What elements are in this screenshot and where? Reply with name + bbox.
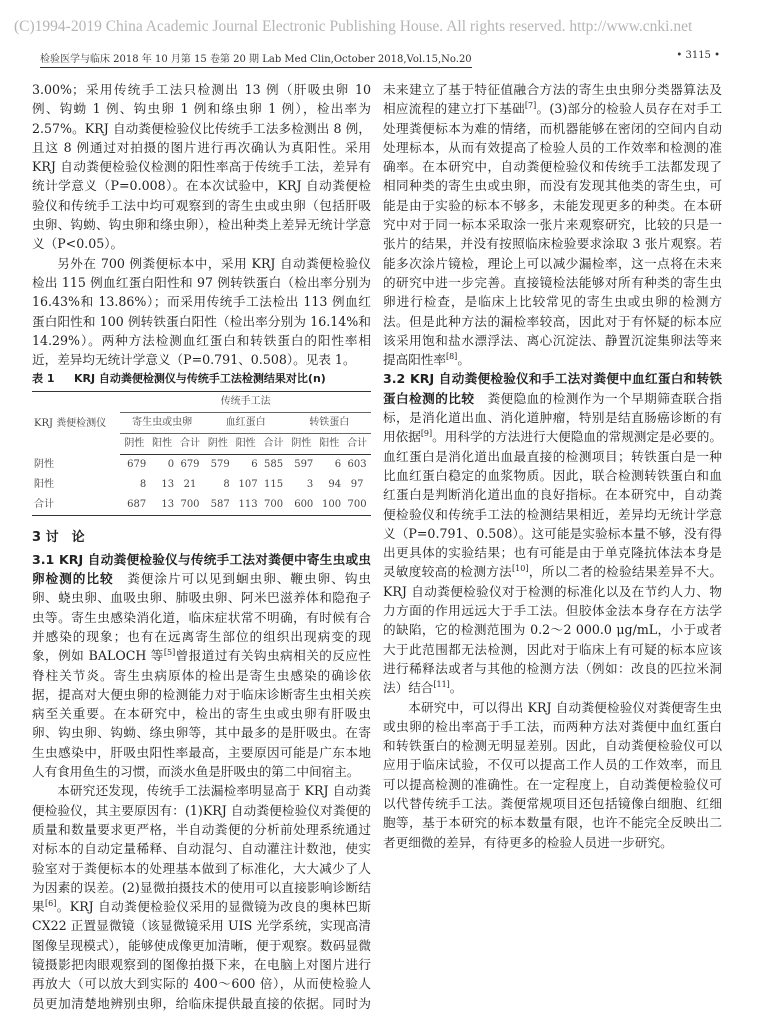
column-header: 阳性 (148, 434, 176, 455)
citation-ref[interactable]: [6] (45, 899, 57, 909)
paragraph (383, 369, 722, 697)
table-cell: 107 (238, 479, 258, 491)
paragraph-text: 粪便隐血的检测作为一个早期筛查联合指标，是消化道出血、消化道肿瘤，特别是结直肠癌诊断的有用依据 (383, 390, 723, 445)
paragraph-text: 本研究中，可以得出 KRJ 自动粪便检验仪对粪便寄生虫或虫卵的检出率高于手工法，而两种方法对粪便中血红蛋白和转铁蛋白的检测无明显差别。因此，自动粪便检验仪可以应用于临床试验，不仅可以提高工作人员的工作效率，而且可以提高检测的准确性。在一定程度上，自动粪便检验仪可以代替传统手工法。粪便常规项目还包括镜像白细胞、红细胞等，基于本研究的标本数量有限，也许不能完全反映出二者更细微的差异，有待更多的检验人员进一步研究。 (383, 699, 722, 850)
table-cell: 13 (148, 495, 176, 516)
table-cell: 100 (315, 495, 343, 516)
paragraph-text: 3.00%；采用传统手工法只检测出 13 例（肝吸虫卵 10 例、钩蚴 1 例、钩虫卵 1 例和绦虫卵 1 例），检出率为 2.57%。KRJ 自动粪便检验仪比传统手工法多检测出 8 例，且这 8 例通过对拍摄的图片进行再次确认为真阳性。采用 KRJ 自动粪便检验仪检测的阳性率高于传统手工法，差异有统计学意义（P=0.008）。在本次试验中，KRJ 自动粪便检验仪和传统手工法中均可观察到的寄生虫或虫卵（包括肝吸虫卵、钩蚴、钩虫卵和绦虫卵），检出种类上差异无统计学意义（P<0.05）。 (32, 82, 371, 252)
column-header: 合计 (260, 434, 288, 455)
paragraph-text: 。KRJ 自动粪便检验仪采用的显微镜为改良的奥林巴斯 CX22 正置显微镜（该显微镜采用 UIS 光学系统，实现高清图像呈现模式），能够使成像更加清晰，便于观察。数码显微镜摄影把肉眼观察到的图像拍摄下来，在电脑上对图片进行再放大（可以放大到实际的 400～600 倍），从而使检验人员更加清楚地辨别虫卵，给临床提供最直接的依据。同时为未来建立了基于特征值融合方法的寄生虫虫卵分类器算法及相应流程的建立打下基础 (32, 82, 722, 1011)
table-cell: 597 (294, 459, 314, 471)
table-cell: 13 (161, 479, 175, 491)
table-cell: 8 (139, 479, 147, 491)
paragraph (32, 550, 371, 782)
column-header: 阳性 (315, 434, 343, 455)
paragraph (32, 254, 371, 370)
table-cell: 6 (334, 459, 342, 471)
citation-ref[interactable]: [11] (433, 680, 450, 690)
paragraph-text: 。 (457, 352, 470, 368)
table-number: 表 1 (32, 372, 55, 386)
paragraph (32, 80, 371, 254)
row-label: 阴性 (34, 459, 54, 471)
table-cell: 603 (347, 459, 367, 471)
table-cell: 700 (343, 495, 371, 516)
paragraph-text: 。用科学的方法进行大便隐血的常规测定是必要的。血红蛋白是消化道出血最直接的检测项目；转铁蛋白是一种比血红蛋白稳定的血浆物质。因此，联合检测转铁蛋白和血红蛋白是判断消化道出血的良好指标。在本研究中，自动粪便检验仪和传统手工法的检测结果相近，差异均无统计学意义（P=0.791、0.508）。这可能是实验标本量不够，没有得出更具体的实验结果；也有可能是由于单克隆抗体法本身是灵敏度较高的检测方法 (383, 429, 723, 580)
table-cell: 3 (306, 479, 314, 491)
table-cell: 587 (204, 495, 232, 516)
table-cell: 600 (287, 495, 315, 516)
table-cell: 97 (350, 479, 364, 491)
table-title: KRJ 自动粪便检测仪与传统手工法检测结果对比(n) (74, 372, 326, 386)
column-group: 寄生虫或虫卵 (120, 413, 204, 434)
running-header (40, 50, 720, 68)
copyright-watermark: (C)1994-2019 China Academic Journal Electronic Publishing House. All rights reserved. http://www.cnki.net (14, 18, 693, 35)
journal-citation: 检验医学与临床 2018 年 10 月第 15 卷第 20 期 Lab Med Clin,October 2018,Vol.15,No.20 (40, 50, 472, 68)
row-header: KRJ 粪便检测仪 (32, 392, 120, 455)
article-body (32, 80, 722, 1015)
page-number: • 3115 • (676, 50, 720, 61)
citation-ref[interactable]: [5] (163, 648, 176, 658)
citation-ref[interactable]: [9] (420, 429, 433, 439)
results-table (32, 391, 371, 516)
subsection-heading: 3.1 KRJ 自动粪便检验仪与传统手工法对粪便中寄生虫或虫卵检测的比较 (32, 551, 371, 587)
table-cell: 585 (263, 459, 284, 471)
table-cell: 8 (223, 479, 230, 491)
row-label: 合计 (32, 495, 120, 516)
subsection-heading: 3.2 KRJ 自动粪便检验仪和手工法对粪便中血红蛋白和转铁蛋白检测的比较 (383, 371, 722, 406)
column-header: 阴性 (120, 434, 148, 455)
table-caption (32, 371, 371, 387)
column-header: 合计 (343, 434, 371, 455)
paragraph-text: 本研究还发现，传统手工法漏检率明显高于 KRJ 自动粪便检验仪，其主要原因有：(1)KRJ 自动粪便检验仪对粪便的质量和数量要求更严格，半自动粪便的分析前处理系统通过对标本的自动定量稀释、自动混匀、自动灌注计数池，使实验室对于粪便标本的处理基本做到了标准化，大大减少了人为因素的误差。(2)显微拍摄技术的使用可以直接影响诊断结果 (32, 783, 371, 915)
column-header: 阳性 (232, 434, 260, 455)
table-cell: 687 (120, 495, 148, 516)
table-cell: 113 (232, 495, 260, 516)
table-cell: 6 (251, 459, 258, 471)
table-cell: 679 (127, 459, 147, 471)
column-header: 阴性 (204, 434, 232, 455)
column-header: 合计 (176, 434, 204, 455)
table-cell: 94 (328, 479, 342, 491)
table-cell: 579 (210, 459, 230, 471)
paragraph-text: 曾报道过有关钩虫病相关的反应性脊柱关节炎。寄生虫病原体的检出是寄生虫感染的确诊依据，提高对大便虫卵的检测能力对于临床诊断寄生虫相关疾病至关重要。在本研究中，检出的寄生虫或虫卵有肝吸虫卵、钩虫卵、钩蚴、绦虫卵等，其中最多的是肝吸虫。在寄生虫感染中，肝吸虫阳性率最高，主要原因可能是广东本地人有食用鱼生的习惯，而淡水鱼是肝吸虫的第二中间宿主。 (32, 648, 372, 780)
table-cell: 700 (260, 495, 288, 516)
results-text (32, 80, 371, 369)
column-group: 血红蛋白 (204, 413, 288, 434)
table-row (32, 495, 371, 516)
paragraph-text: 。 (449, 680, 463, 696)
citation-ref[interactable]: [10] (512, 564, 529, 574)
section-heading: 3 讨 论 (32, 530, 85, 546)
citation-ref[interactable]: [8] (445, 352, 458, 362)
paragraph (383, 698, 722, 852)
paragraph-text: ，所以二者的检验结果差异不大。KRJ 自动粪便检验仪对于检测的标准化以及在节约人力、物力方面的作用远远大于手工法。但胶体金法本身存在方法学的缺陷，它的检测范围为 0.2～2 000.0 μg/mL，小于或者大于此范围都无法检测，因此对于临床上有可疑的标本应该进行稀释法或者与其他的检测方法（例如：改良的匹拉米洞法）结合 (383, 564, 723, 696)
table-row (32, 455, 371, 476)
paragraph-text: 粪便涂片可以见到蛔虫卵、鞭虫卵、钩虫卵、蛲虫卵、血吸虫卵、肺吸虫卵、阿米巴滋养体和隐孢子虫等。寄生虫感染消化道，临床症状常不明确，有时候有合并感染的现象；也有在远离寄生部位的组织出现病变的现象，例如 BALOCH 等 (32, 571, 372, 664)
table-row (32, 475, 371, 495)
table-cell: 679 (180, 459, 200, 471)
citation-ref[interactable]: [7] (524, 101, 537, 111)
table-cell: 21 (183, 479, 197, 491)
table-cell: 0 (167, 459, 175, 471)
table-cell: 700 (176, 495, 204, 516)
row-label: 阳性 (34, 479, 54, 491)
group-header: 传统手工法 (120, 392, 371, 413)
paragraph-text: 。(3)部分的检验人员存在对手工处理粪便标本为难的情绪，而机器能够在密闭的空间内自动处理标本，从而有效提高了检验人员的工作效率和检测的准确率。在本研究中，自动粪便检验仪和传统手工法都发现了相同种类的寄生虫或虫卵，而没有发现其他类的寄生虫，可能是由于实验的标本不够多，未能发现更多的种类。在本研究中对于同一标本采取涂一张片来观察研究，比较的只是一张片的结果，并没有按照临床检验要求涂取 3 张片观察。若能多次涂片镜检，理论上可以减少漏检率，这一点将在未来的研究中进一步完善。直接镜检法能够对所有种类的寄生虫卵进行检查，是临床上比较常见的寄生虫或虫卵的检测方法。但是此种方法的漏检率较高，因此对于有怀疑的标本应该采用饱和盐水漂浮法、离心沉淀法、静置沉淀集卵法等来提高阳性率 (383, 101, 722, 368)
column-header: 阴性 (287, 434, 315, 455)
table-cell: 115 (263, 479, 284, 491)
paragraph-text: 另外在 700 例粪便标本中，采用 KRJ 自动粪便检验仪检出 115 例血红蛋白阳性和 97 例转铁蛋白（检出率分别为 16.43%和 13.86%）；而采用传统手工法检出 113 例血红蛋白阳性和 100 例转铁蛋白阳性（检出率分别为 16.14%和 14.29%）。两种方法检测血红蛋白和转铁蛋白的阳性率相近，差异均无统计学意义（P=0.791、0.508）。见表 1。 (32, 255, 371, 368)
column-group: 转铁蛋白 (287, 413, 371, 434)
